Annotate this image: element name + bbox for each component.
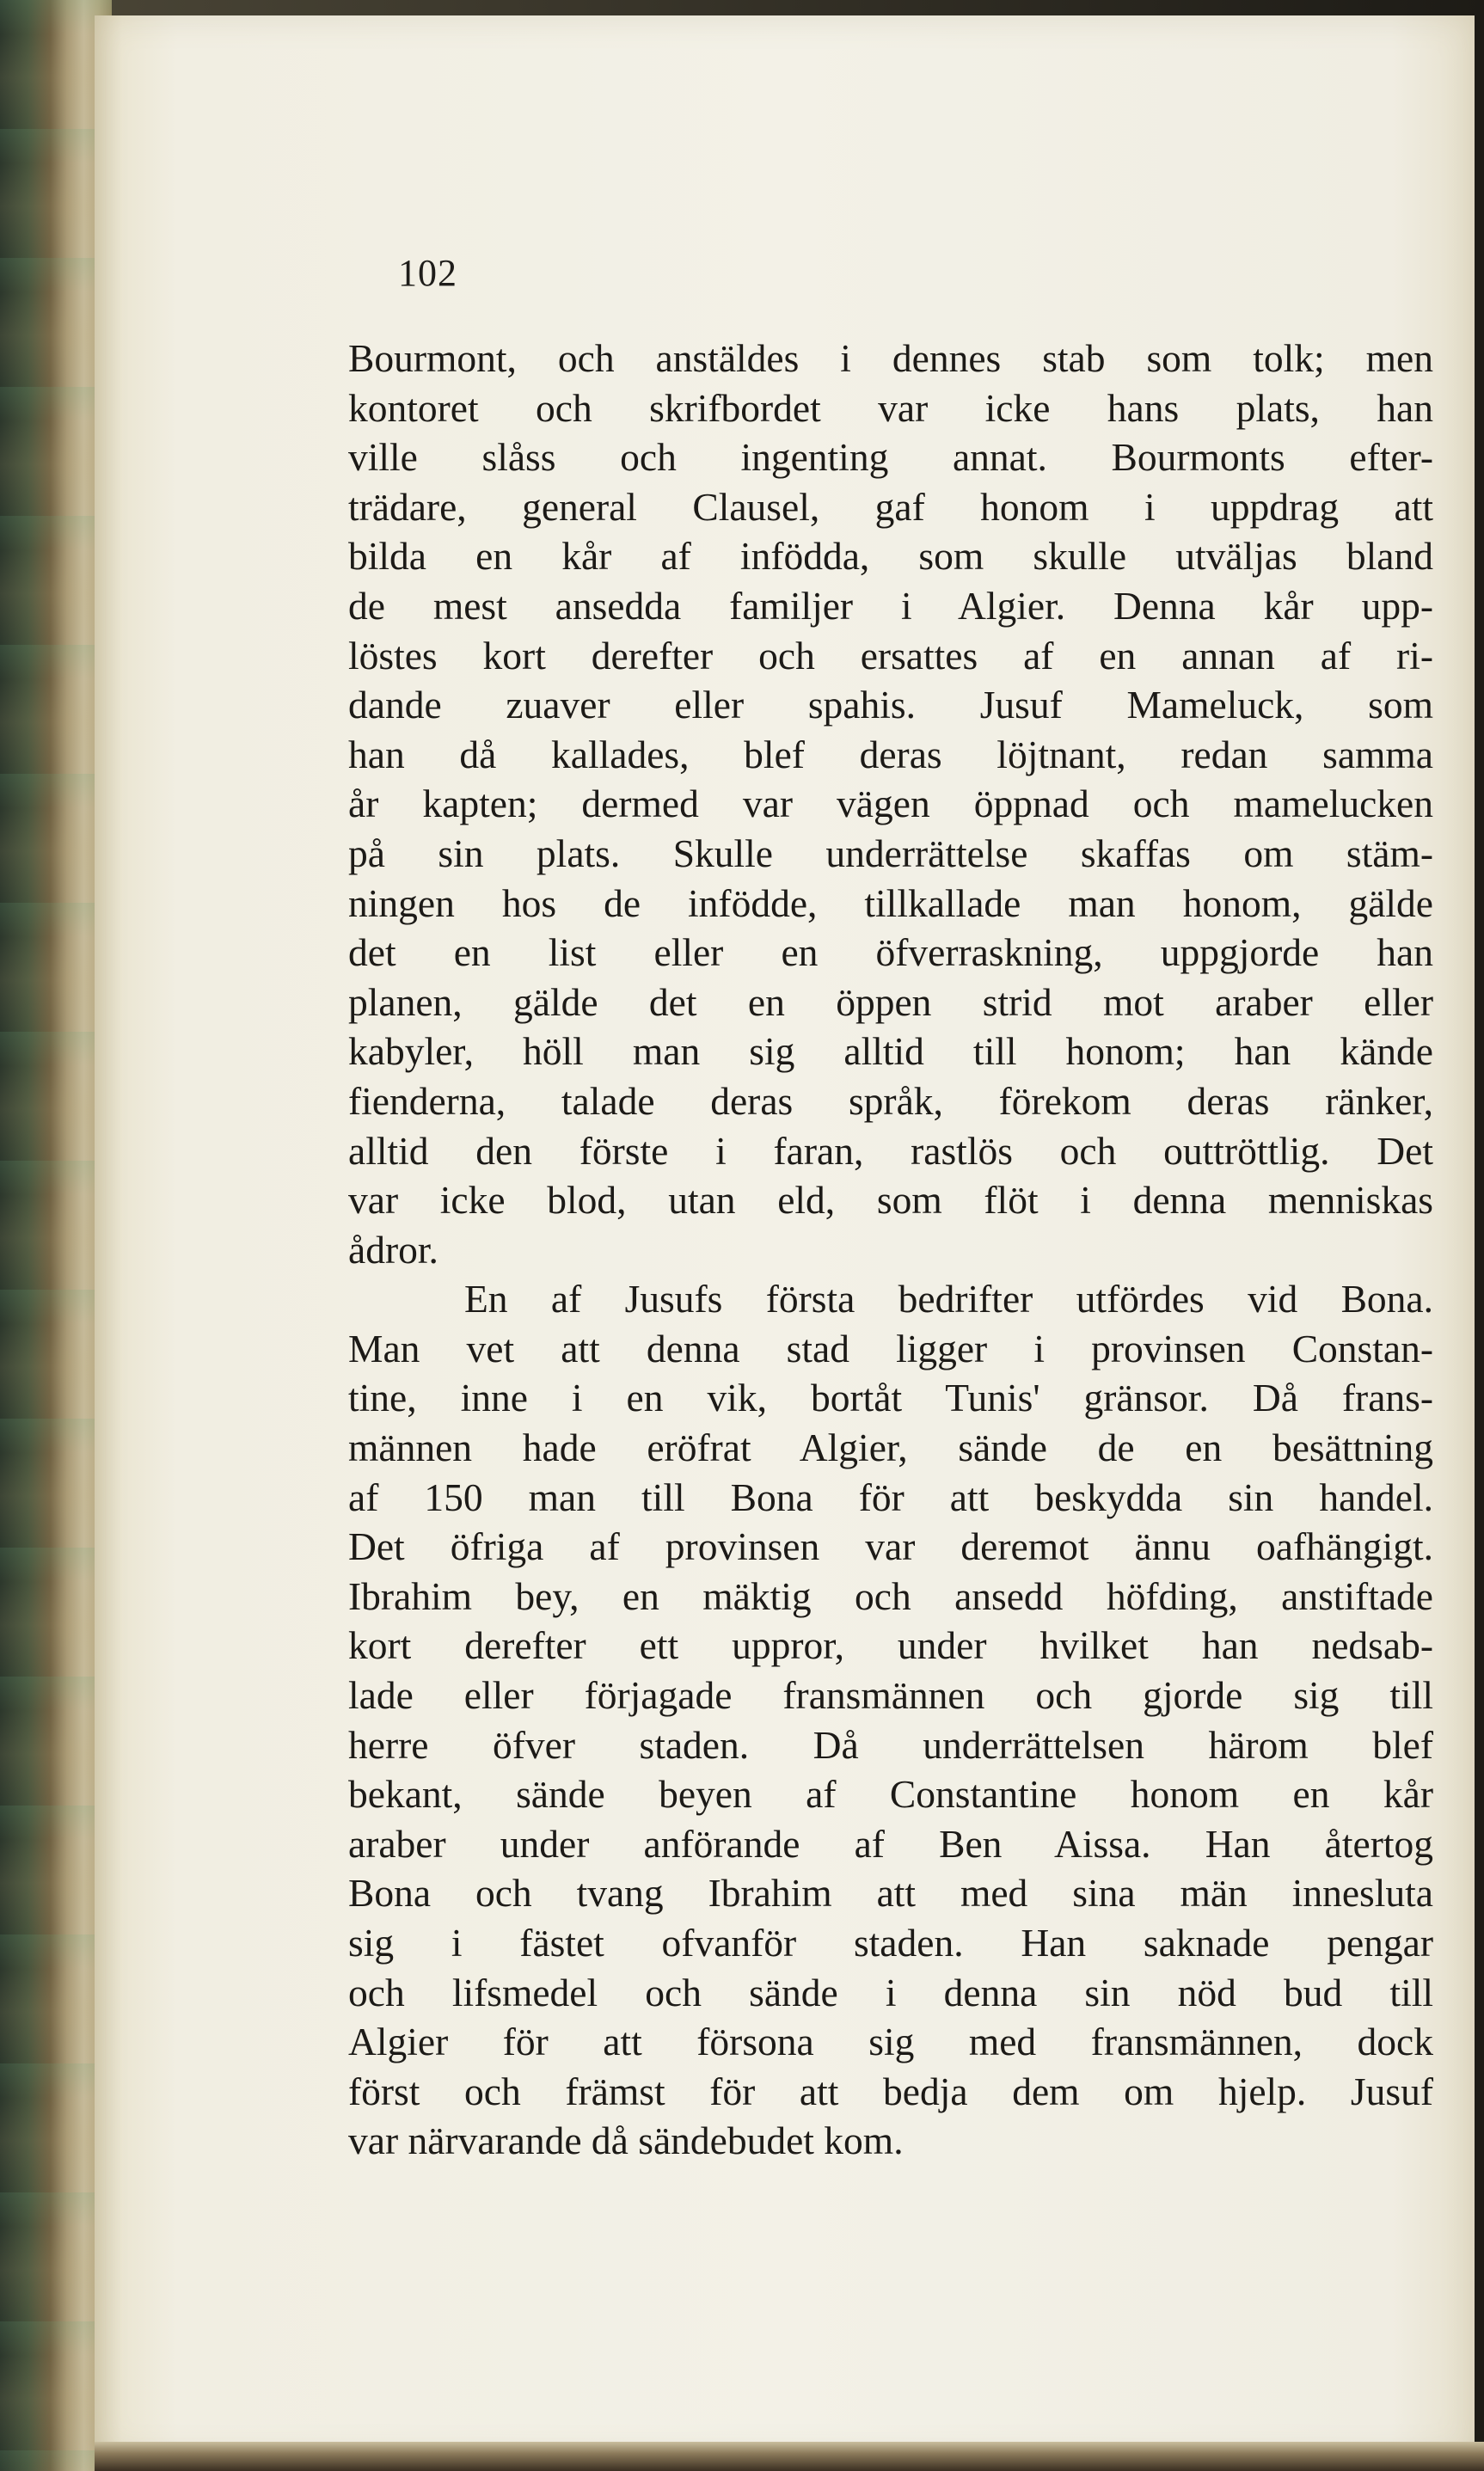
body-text: [348, 334, 1433, 2166]
page-bottom-edge: [95, 2442, 1484, 2471]
text-line: Ibrahim bey, en mäktig och ansedd höfding, anstiftade: [348, 1573, 1433, 1618]
text-line: planen, gälde det en öppen strid mot araber eller: [348, 979, 1433, 1024]
text-line: sig i fästet ofvanför staden. Han saknade pengar: [348, 1921, 1433, 1965]
text-line: herre öfver staden. Då underrättelsen härom blef: [348, 1722, 1433, 1767]
text-line: af 150 man till Bona för att beskydda sin handel.: [348, 1475, 1433, 1519]
text-line: Bona och tvang Ibrahim att med sina män innesluta: [348, 1871, 1433, 1916]
text-line: Bourmont, och anstäldes i dennes stab som tolk; men: [348, 336, 1433, 380]
text-line: och lifsmedel och sände i denna sin nöd bud till: [348, 1970, 1433, 2014]
text-line: på sin plats. Skulle underrättelse skaffas om stäm-: [348, 831, 1433, 875]
text-line: löstes kort derefter och ersattes af en annan af ri-: [348, 633, 1433, 678]
text-line: det en list eller en öfverraskning, uppgjorde han: [348, 930, 1433, 975]
text-line: Det öfriga af provinsen var deremot ännu oafhängigt.: [348, 1524, 1433, 1569]
text-line: kontoret och skrifbordet var icke hans plats, han: [348, 385, 1433, 430]
text-line: kabyler, höll man sig alltid till honom; han kände: [348, 1029, 1433, 1074]
text-line: kort derefter ett uppror, under hvilket han nedsab-: [348, 1623, 1433, 1668]
text-line: bekant, sände beyen af Constantine honom en kår: [348, 1772, 1433, 1817]
text-line: fienderna, talade deras språk, förekom deras ränker,: [348, 1078, 1433, 1123]
text-line-paragraph-end: ådror.: [348, 1227, 438, 1272]
text-line: var icke blod, utan eld, som flöt i denna menniskas: [348, 1178, 1433, 1223]
text-line: männen hade eröfrat Algier, sände de en besättning: [348, 1426, 1433, 1470]
text-line: lade eller förjagade fransmännen och gjorde sig till: [348, 1673, 1433, 1718]
text-line-paragraph-start: En af Jusufs första bedrifter utfördes vid Bona.: [464, 1277, 1433, 1321]
text-line: han då kallades, blef deras löjtnant, redan samma: [348, 732, 1433, 776]
text-line: ningen hos de infödde, tillkallade man honom, gälde: [348, 880, 1433, 925]
text-line: tine, inne i en vik, bortåt Tunis' gränsor. Då frans-: [348, 1376, 1433, 1420]
text-line: först och främst för att bedja dem om hjelp. Jusuf: [348, 2069, 1433, 2113]
text-line: trädare, general Clausel, gaf honom i uppdrag att: [348, 484, 1433, 529]
text-line-paragraph-end: var närvarande då sändebudet kom.: [348, 2118, 904, 2163]
text-line: bilda en kår af infödda, som skulle utväljas bland: [348, 534, 1433, 579]
text-line: ville slåss och ingenting annat. Bourmonts efter-: [348, 435, 1433, 480]
text-line: Man vet att denna stad ligger i provinsen Constan-: [348, 1326, 1433, 1370]
text-line: dande zuaver eller spahis. Jusuf Mameluck, som: [348, 683, 1433, 727]
text-line: Algier för att försona sig med fransmännen, dock: [348, 2020, 1433, 2064]
page-number: 102: [398, 252, 457, 294]
text-line: araber under anförande af Ben Aissa. Han återtog: [348, 1821, 1433, 1866]
text-line: de mest ansedda familjer i Algier. Denna kår upp-: [348, 583, 1433, 628]
text-line: år kapten; dermed var vägen öppnad och mamelucken: [348, 782, 1433, 826]
text-line: alltid den förste i faran, rastlös och outtröttlig. Det: [348, 1128, 1433, 1173]
